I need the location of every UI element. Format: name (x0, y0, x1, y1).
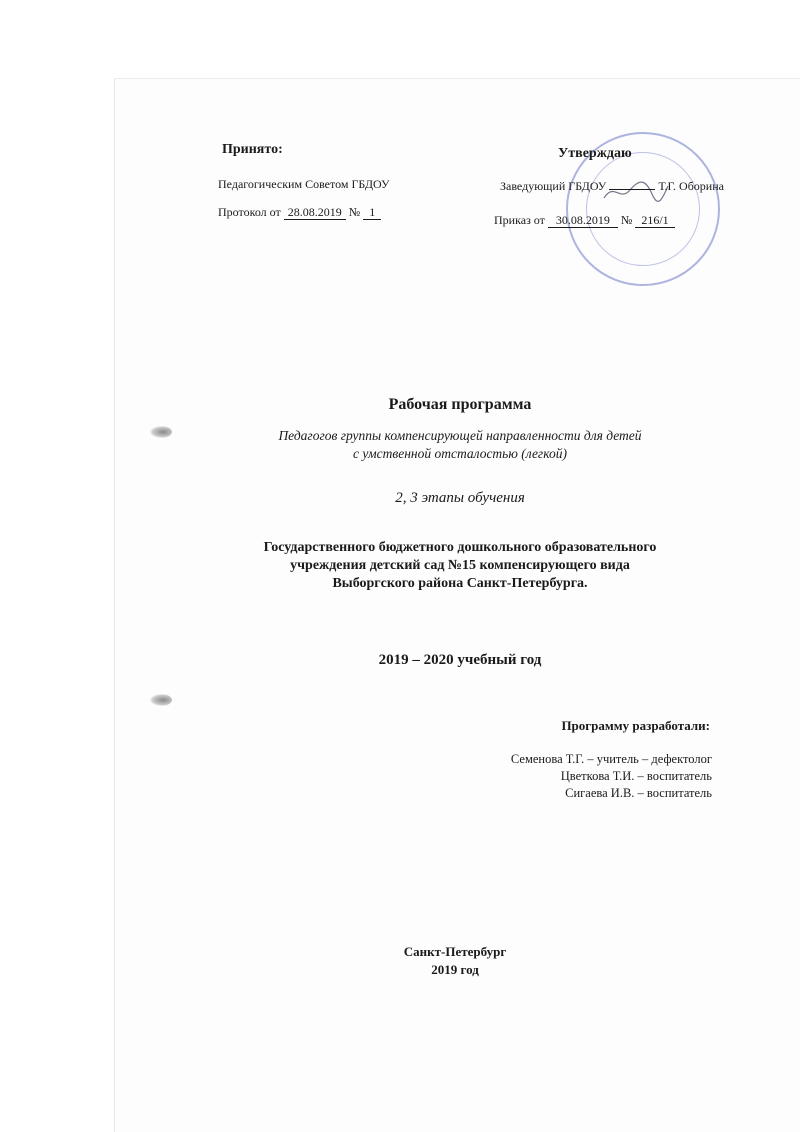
footer-city: Санкт-Петербург (403, 944, 507, 959)
approved-head-line (500, 179, 740, 194)
order-number: 216/1 (635, 214, 674, 228)
order-line (494, 213, 675, 228)
author-2: Цветкова Т.И. – воспитатель (560, 769, 712, 783)
protocol-number: 1 (363, 206, 381, 220)
authors-title: Программу разработали: (561, 718, 710, 733)
punch-hole (150, 694, 172, 706)
order-date: 30.08.2019 (548, 214, 618, 228)
approved-title: Утверждаю (558, 146, 632, 161)
organization-line-1: Государственного бюджетного дошкольного образовательного (263, 540, 657, 555)
order-prefix: Приказ от (494, 213, 545, 227)
protocol-line (218, 205, 381, 220)
organization-line-3: Выборгского района Санкт-Петербурга. (332, 576, 588, 591)
footer-year: 2019 год (431, 962, 479, 977)
punch-hole (150, 426, 172, 438)
protocol-date: 28.08.2019 (284, 206, 346, 220)
author-3: Сигаева И.В. – воспитатель (565, 786, 712, 800)
subtitle-line-1: Педагогов группы компенсирующей направленности для детей (278, 428, 642, 443)
organization-line-2: учреждения детский сад №15 компенсирующего вида (290, 558, 630, 573)
document-title: Рабочая программа (388, 396, 532, 413)
protocol-prefix: Протокол от (218, 205, 281, 219)
head-name: Т.Г. Оборина (658, 179, 724, 193)
accepted-council: Педагогическим Советом ГБДОУ (218, 177, 390, 191)
academic-year: 2019 – 2020 учебный год (378, 652, 542, 668)
stages: 2, 3 этапы обучения (395, 490, 525, 506)
protocol-no-label: № (348, 205, 361, 219)
author-1: Семенова Т.Г. – учитель – дефектолог (510, 752, 712, 766)
order-no-label: № (620, 213, 633, 227)
signature-line (609, 179, 655, 190)
head-position: Заведующий ГБДОУ (500, 179, 607, 193)
subtitle-line-2: с умственной отсталостью (легкой) (352, 446, 567, 461)
accepted-title: Принято: (222, 142, 283, 157)
